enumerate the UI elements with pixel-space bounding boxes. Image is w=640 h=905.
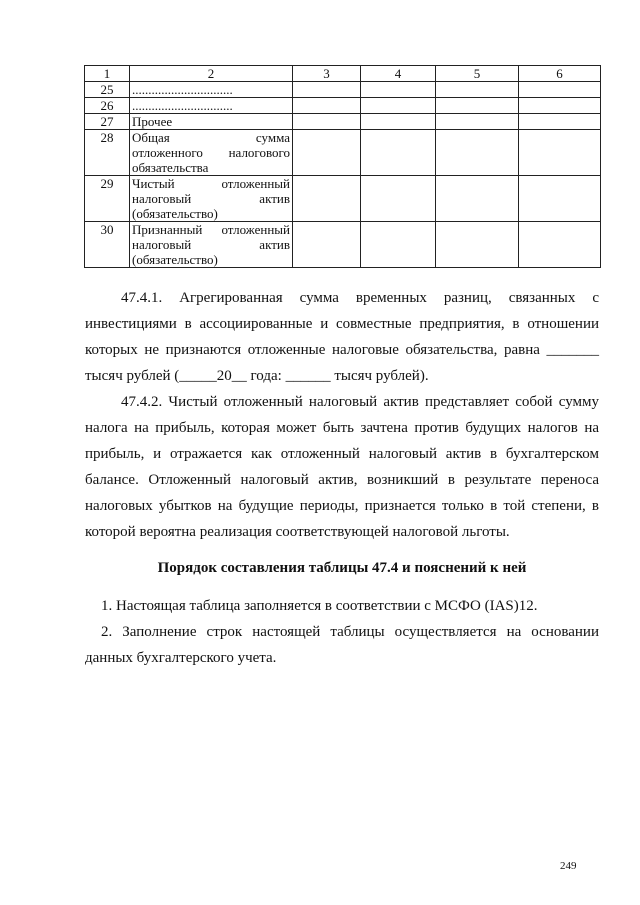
table-cell <box>519 222 601 268</box>
row-label <box>130 222 293 268</box>
page-number: 249 <box>560 860 577 872</box>
row-label <box>130 130 293 176</box>
row-number: 26 <box>85 98 130 114</box>
table-row <box>85 82 601 98</box>
column-header: 2 <box>130 66 293 82</box>
row-label-line: Признанный отложенный <box>132 222 290 237</box>
list-item-2 <box>85 619 599 671</box>
table-row <box>85 130 601 176</box>
table-cell <box>436 176 519 222</box>
table-cell <box>293 114 361 130</box>
column-header: 5 <box>436 66 519 82</box>
table-row <box>85 222 601 268</box>
row-label-line: налоговый актив <box>132 237 290 252</box>
table-cell <box>293 130 361 176</box>
row-label-line: (обязательство) <box>132 206 218 221</box>
table-cell <box>361 82 436 98</box>
row-label-line: обязательства <box>132 160 209 175</box>
row-label <box>130 82 293 98</box>
table-header-row <box>85 66 601 82</box>
list-item-text: 1. Настоящая таблица заполняется в соответствии с МСФО (IAS)12. <box>101 598 538 614</box>
paragraph-line: 47.4.2. Чистый отложенный налоговый актив представляет собой сумму <box>121 394 599 410</box>
table-cell <box>361 176 436 222</box>
paragraph-line: балансе. Отложенный налоговый актив, возникший в результате переноса <box>85 472 599 488</box>
paragraph-line: инвестициями в ассоциированные и совместные предприятия, в отношении <box>85 316 599 332</box>
table-cell <box>436 222 519 268</box>
table-row <box>85 176 601 222</box>
paragraph-line: тысяч рублей (_____20__ года: ______ тысяч рублей). <box>85 368 429 384</box>
column-header: 4 <box>361 66 436 82</box>
paragraph-47-4-2 <box>85 389 599 545</box>
paragraph-line: 47.4.1. Агрегированная сумма временных разниц, связанных с <box>121 290 599 306</box>
paragraph-line: налоговых убытков на будущие периоды, признается только в той степени, в <box>85 498 599 514</box>
section-heading: Порядок составления таблицы 47.4 и пояснений к ней <box>157 560 527 576</box>
column-header: 1 <box>85 66 130 82</box>
row-label <box>130 114 293 130</box>
data-table <box>84 65 601 268</box>
paragraph-line: налога на прибыль, которая может быть зачтена против будущих налогов на <box>85 420 599 436</box>
row-label-line: Чистый отложенный <box>132 176 290 191</box>
table-row <box>85 114 601 130</box>
row-label <box>130 98 293 114</box>
row-label-line: (обязательство) <box>132 252 218 267</box>
row-label-line: ............................... <box>132 98 233 113</box>
column-header: 6 <box>519 66 601 82</box>
table-cell <box>519 82 601 98</box>
table-cell <box>361 114 436 130</box>
table-cell <box>293 176 361 222</box>
table-cell <box>436 130 519 176</box>
paragraph-line: прибыль, и отражается как отложенный налоговый актив в бухгалтерском <box>85 446 599 462</box>
table-cell <box>293 98 361 114</box>
table-cell <box>519 114 601 130</box>
paragraph-line: которой вероятна реализация соответствующей налоговой льготы. <box>85 524 510 540</box>
list-item-text: данных бухгалтерского учета. <box>85 650 277 666</box>
paragraph-47-4-1 <box>85 285 599 389</box>
table-cell <box>436 114 519 130</box>
table-cell <box>361 222 436 268</box>
table-cell <box>436 98 519 114</box>
paragraph-line: которых не признаются отложенные налоговые обязательства, равна _______ <box>85 342 599 358</box>
row-label <box>130 176 293 222</box>
table-row <box>85 98 601 114</box>
row-number: 25 <box>85 82 130 98</box>
row-number: 30 <box>85 222 130 268</box>
table-cell <box>293 222 361 268</box>
table-cell <box>361 98 436 114</box>
list-item-text: 2. Заполнение строк настоящей таблицы осуществляется на основании <box>101 624 599 640</box>
table-cell <box>519 176 601 222</box>
column-header: 3 <box>293 66 361 82</box>
table-cell <box>519 130 601 176</box>
row-label-line: Общая сумма <box>132 130 290 145</box>
row-label-line: налоговый актив <box>132 191 290 206</box>
row-number: 27 <box>85 114 130 130</box>
row-number: 28 <box>85 130 130 176</box>
row-label-line: Прочее <box>132 114 173 129</box>
table-cell <box>293 82 361 98</box>
table-cell <box>436 82 519 98</box>
row-label-line: отложенного налогового <box>132 145 290 160</box>
table-cell <box>519 98 601 114</box>
row-number: 29 <box>85 176 130 222</box>
row-label-line: ............................... <box>132 82 233 97</box>
list-item-1 <box>85 593 599 619</box>
table-cell <box>361 130 436 176</box>
